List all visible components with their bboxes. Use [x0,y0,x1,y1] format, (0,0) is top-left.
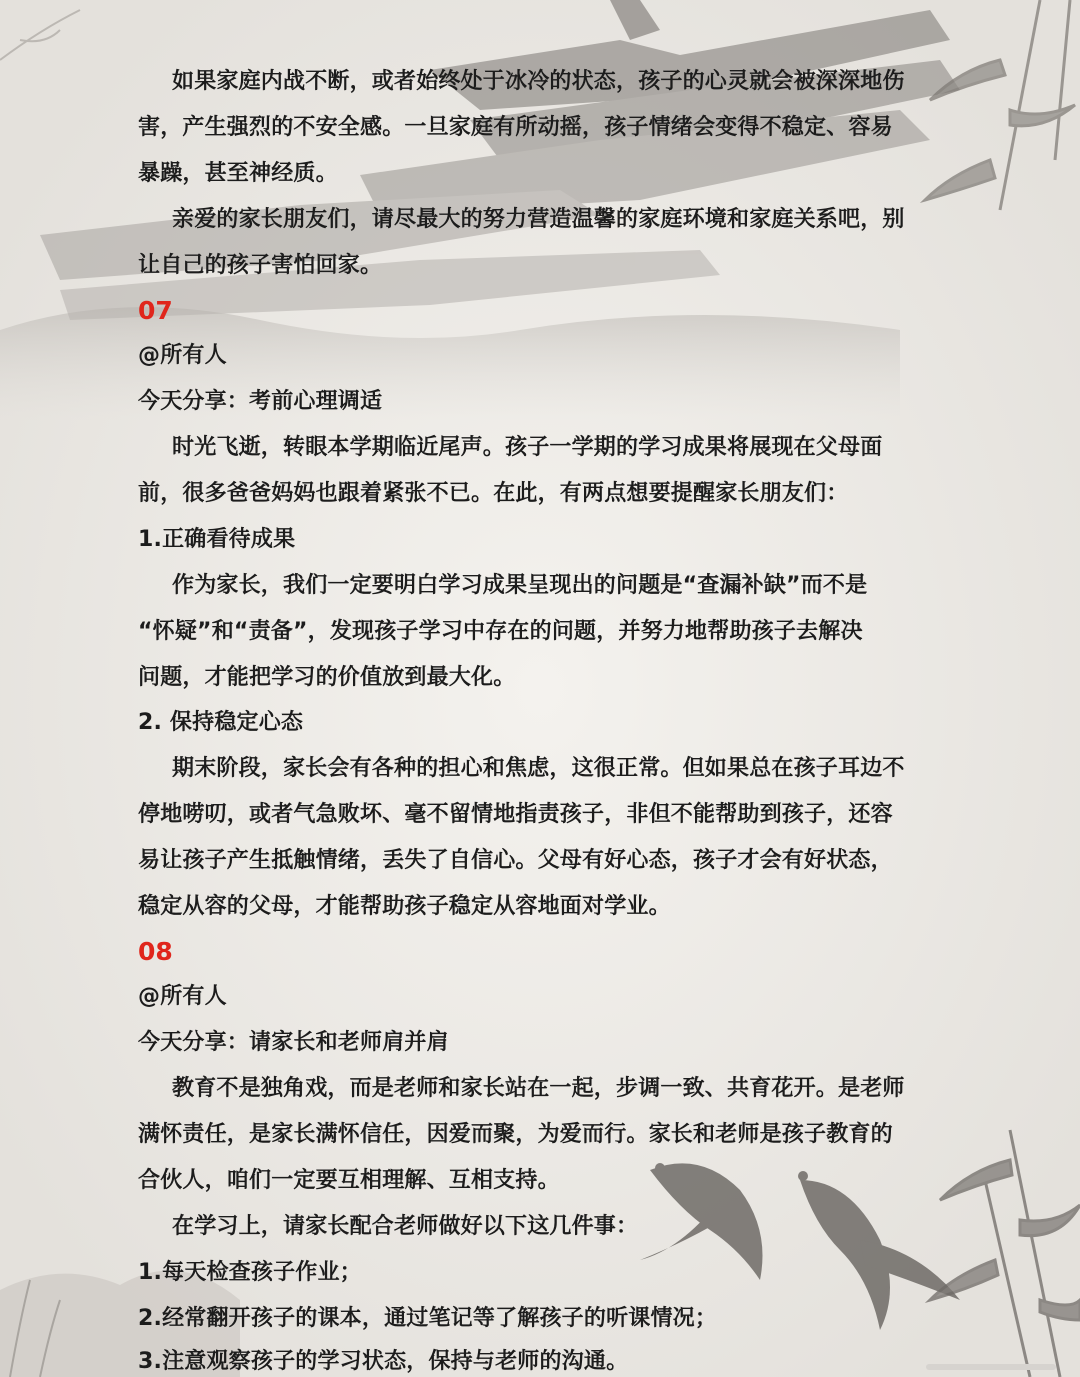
section-07-intro-line-2: 前，很多爸爸妈妈也跟着紧张不已。在此，有两点想要提醒家长朋友们： [138,481,849,506]
section-08-item-3: 3.注意观察孩子的学习状态，保持与老师的沟通。 [138,1349,629,1374]
section-07-point-1-line-3: 问题，才能把学习的价值放到最大化。 [138,665,516,690]
paragraph-1-line-1: 如果家庭内战不断，或者始终处于冰冷的状态，孩子的心灵就会被深深地伤 [172,69,905,94]
section-08-audience: @所有人 [138,984,227,1009]
section-08-item-1: 1.每天检查孩子作业； [138,1260,362,1285]
section-07-point-2-line-1: 期末阶段，家长会有各种的担心和焦虑，这很正常。但如果总在孩子耳边不 [172,756,905,781]
section-07-number: 07 [138,296,173,325]
paragraph-1-line-2: 害，产生强烈的不安全感。一旦家庭有所动摇，孩子情绪会变得不稳定、容易 [138,115,893,140]
section-07-point-2-title: 2. 保持稳定心态 [138,710,304,735]
section-07-point-1-title: 1.正确看待成果 [138,527,296,552]
paragraph-1-line-3: 暴躁，甚至神经质。 [138,161,338,186]
section-08-item-2: 2.经常翻开孩子的课本，通过笔记等了解孩子的听课情况； [138,1306,718,1331]
section-08-intro-line-3: 合伙人，咱们一定要互相理解、互相支持。 [138,1168,560,1193]
image-scroll-indicator[interactable] [926,1361,1056,1373]
section-07-audience: @所有人 [138,343,227,368]
section-07-point-1-line-1: 作为家长，我们一定要明白学习成果呈现出的问题是“查漏补缺”而不是 [172,573,868,598]
scroll-indicator-track [926,1364,1056,1370]
section-08-number: 08 [138,937,173,966]
section-07-title: 今天分享：考前心理调适 [138,389,383,414]
section-08-intro-line-1: 教育不是独角戏，而是老师和家长站在一起，步调一致、共育花开。是老师 [172,1076,905,1101]
section-07-point-2-line-4: 稳定从容的父母，才能帮助孩子稳定从容地面对学业。 [138,894,671,919]
section-08-intro-line-2: 满怀责任，是家长满怀信任，因爱而聚，为爱而行。家长和老师是孩子教育的 [138,1122,893,1147]
section-08-lead: 在学习上，请家长配合老师做好以下这几件事： [172,1214,639,1239]
section-07-point-1-line-2: “怀疑”和“责备”，发现孩子学习中存在的问题，并努力地帮助孩子去解决 [138,619,863,644]
paragraph-2-line-1: 亲爱的家长朋友们，请尽最大的努力营造温馨的家庭环境和家庭关系吧，别 [172,207,905,232]
section-08-title: 今天分享：请家长和老师肩并肩 [138,1030,449,1055]
section-07-point-2-line-2: 停地唠叨，或者气急败坏、毫不留情地指责孩子，非但不能帮助到孩子，还容 [138,802,893,827]
paragraph-2-line-2: 让自己的孩子害怕回家。 [138,253,383,278]
section-07-intro-line-1: 时光飞逝，转眼本学期临近尾声。孩子一学期的学习成果将展现在父母面 [172,435,883,460]
section-07-point-2-line-3: 易让孩子产生抵触情绪，丢失了自信心。父母有好心态，孩子才会有好状态， [138,848,893,873]
